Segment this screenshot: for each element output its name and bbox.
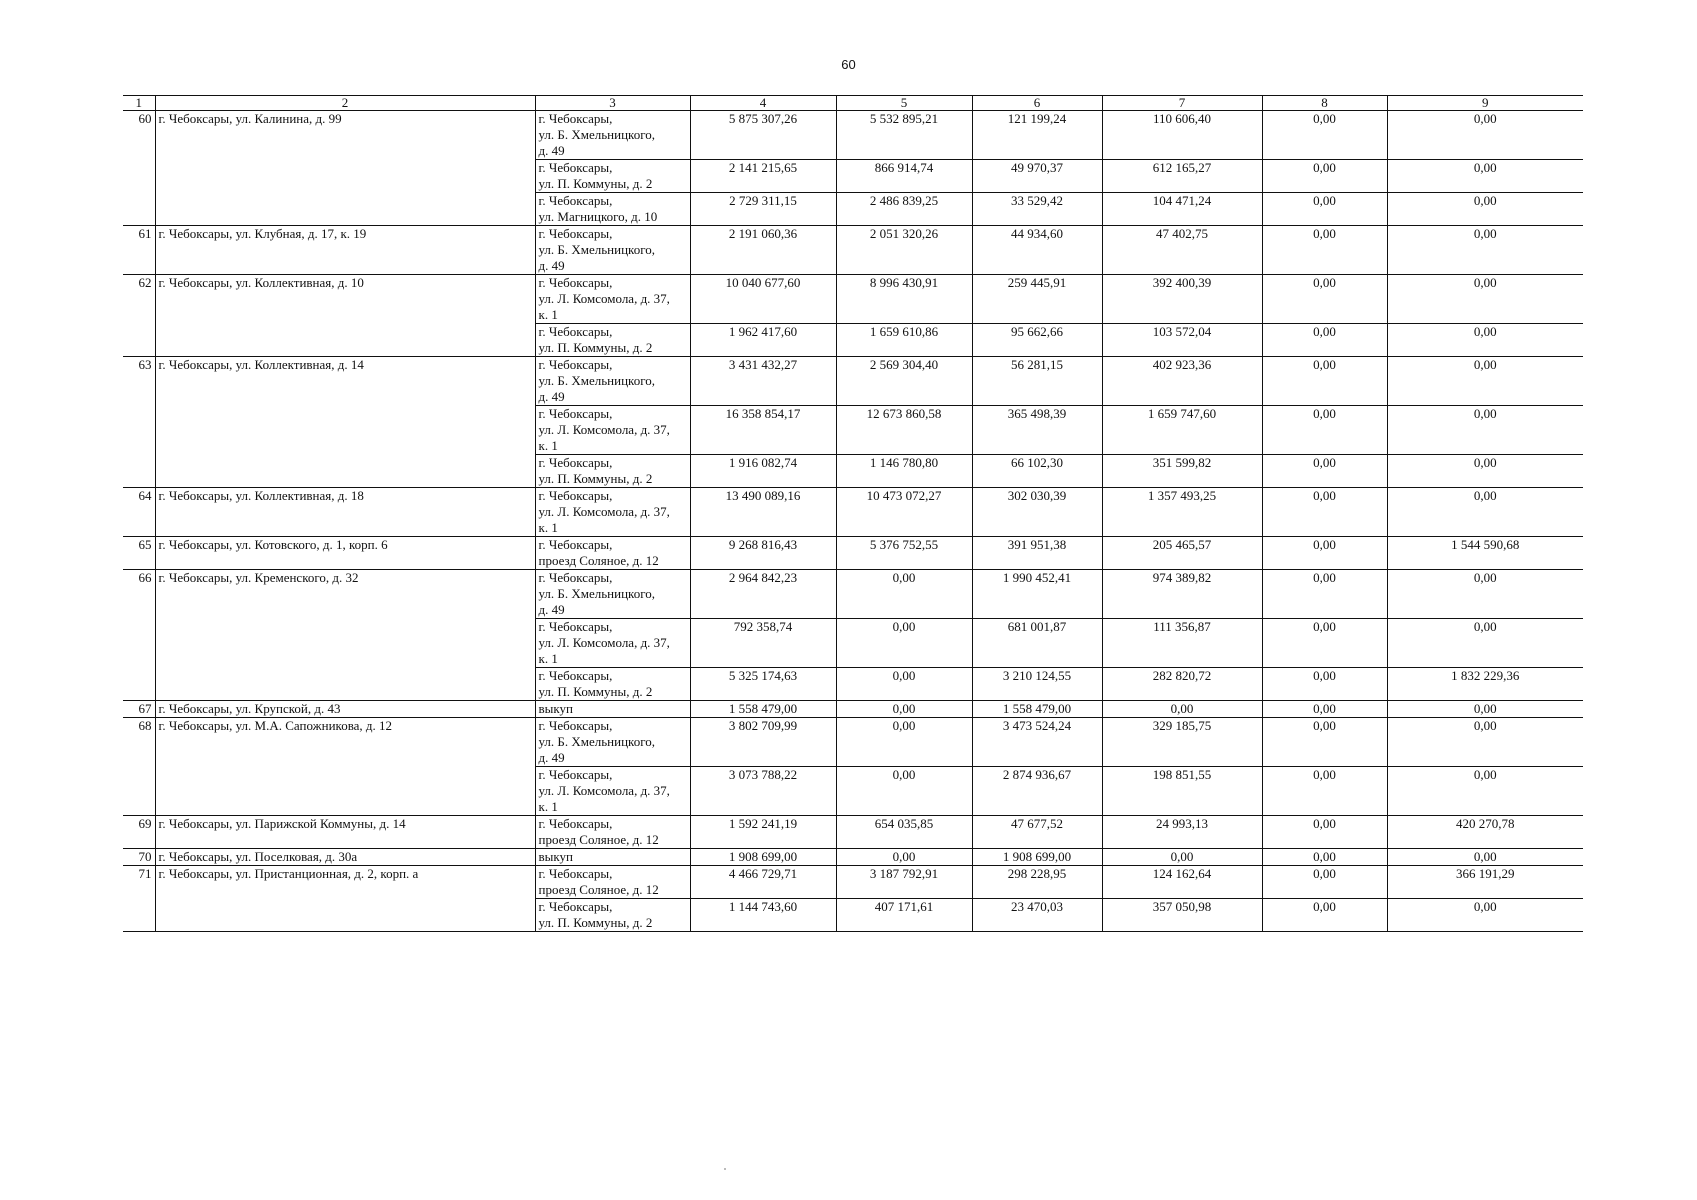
amount-cell: 0,00	[1262, 668, 1387, 701]
amount-cell: 0,00	[1387, 406, 1583, 455]
amount-cell: 0,00	[836, 619, 972, 668]
registry-table	[123, 95, 1583, 932]
source-address: г. Чебоксары, проезд Соляное, д. 12	[535, 816, 690, 849]
amount-cell: 259 445,91	[972, 275, 1102, 324]
amount-cell: 402 923,36	[1102, 357, 1262, 406]
column-number-row	[123, 96, 1583, 111]
amount-cell: 654 035,85	[836, 816, 972, 849]
object-address: г. Чебоксары, ул. М.А. Сапожникова, д. 12	[155, 718, 535, 816]
object-address: г. Чебоксары, ул. Коллективная, д. 10	[155, 275, 535, 357]
amount-cell: 366 191,29	[1387, 866, 1583, 899]
amount-cell: 298 228,95	[972, 866, 1102, 899]
amount-cell: 0,00	[1102, 849, 1262, 866]
source-address: г. Чебоксары, ул. Б. Хмельницкого, д. 49	[535, 111, 690, 160]
amount-cell: 1 659 610,86	[836, 324, 972, 357]
amount-cell: 44 934,60	[972, 226, 1102, 275]
source-address: г. Чебоксары, ул. Магницкого, д. 10	[535, 193, 690, 226]
amount-cell: 23 470,03	[972, 899, 1102, 932]
source-address: г. Чебоксары, проезд Соляное, д. 12	[535, 537, 690, 570]
source-address: г. Чебоксары, ул. Л. Комсомола, д. 37, к. 1	[535, 767, 690, 816]
amount-cell: 0,00	[1262, 406, 1387, 455]
amount-cell: 329 185,75	[1102, 718, 1262, 767]
amount-cell: 0,00	[1387, 488, 1583, 537]
amount-cell: 47 677,52	[972, 816, 1102, 849]
row-number: 69	[123, 816, 155, 849]
row-number: 64	[123, 488, 155, 537]
column-header: 7	[1102, 96, 1262, 111]
amount-cell: 0,00	[1262, 866, 1387, 899]
amount-cell: 866 914,74	[836, 160, 972, 193]
amount-cell: 1 916 082,74	[690, 455, 836, 488]
scan-artifact	[724, 1168, 726, 1170]
amount-cell: 110 606,40	[1102, 111, 1262, 160]
amount-cell: 974 389,82	[1102, 570, 1262, 619]
amount-cell: 0,00	[1262, 701, 1387, 718]
amount-cell: 8 996 430,91	[836, 275, 972, 324]
object-address: г. Чебоксары, ул. Котовского, д. 1, корп. 6	[155, 537, 535, 570]
amount-cell: 3 802 709,99	[690, 718, 836, 767]
amount-cell: 5 532 895,21	[836, 111, 972, 160]
amount-cell: 16 358 854,17	[690, 406, 836, 455]
source-address: г. Чебоксары, ул. Л. Комсомола, д. 37, к. 1	[535, 406, 690, 455]
amount-cell: 0,00	[836, 701, 972, 718]
source-address: г. Чебоксары, ул. Л. Комсомола, д. 37, к. 1	[535, 619, 690, 668]
amount-cell: 0,00	[1262, 455, 1387, 488]
table-row	[123, 111, 1583, 160]
amount-cell: 24 993,13	[1102, 816, 1262, 849]
source-address: г. Чебоксары, ул. П. Коммуны, д. 2	[535, 160, 690, 193]
amount-cell: 0,00	[1262, 488, 1387, 537]
amount-cell: 4 466 729,71	[690, 866, 836, 899]
table-row	[123, 226, 1583, 275]
object-address: г. Чебоксары, ул. Пристанционная, д. 2, корп. а	[155, 866, 535, 932]
source-address: г. Чебоксары, ул. П. Коммуны, д. 2	[535, 668, 690, 701]
amount-cell: 681 001,87	[972, 619, 1102, 668]
amount-cell: 0,00	[1387, 275, 1583, 324]
amount-cell: 3 210 124,55	[972, 668, 1102, 701]
source-address: г. Чебоксары, ул. Б. Хмельницкого, д. 49	[535, 357, 690, 406]
amount-cell: 103 572,04	[1102, 324, 1262, 357]
source-address: г. Чебоксары, ул. П. Коммуны, д. 2	[535, 899, 690, 932]
amount-cell: 3 073 788,22	[690, 767, 836, 816]
object-address: г. Чебоксары, ул. Парижской Коммуны, д. 14	[155, 816, 535, 849]
amount-cell: 0,00	[1387, 193, 1583, 226]
row-number: 62	[123, 275, 155, 357]
amount-cell: 0,00	[1387, 357, 1583, 406]
amount-cell: 9 268 816,43	[690, 537, 836, 570]
amount-cell: 0,00	[1387, 718, 1583, 767]
amount-cell: 66 102,30	[972, 455, 1102, 488]
amount-cell: 407 171,61	[836, 899, 972, 932]
amount-cell: 0,00	[1102, 701, 1262, 718]
amount-cell: 0,00	[1262, 816, 1387, 849]
amount-cell: 1 962 417,60	[690, 324, 836, 357]
object-address: г. Чебоксары, ул. Коллективная, д. 18	[155, 488, 535, 537]
amount-cell: 1 592 241,19	[690, 816, 836, 849]
amount-cell: 392 400,39	[1102, 275, 1262, 324]
source-address: г. Чебоксары, ул. Б. Хмельницкого, д. 49	[535, 718, 690, 767]
amount-cell: 124 162,64	[1102, 866, 1262, 899]
amount-cell: 351 599,82	[1102, 455, 1262, 488]
amount-cell: 0,00	[836, 570, 972, 619]
row-number: 65	[123, 537, 155, 570]
amount-cell: 3 473 524,24	[972, 718, 1102, 767]
table-row	[123, 816, 1583, 849]
amount-cell: 0,00	[1387, 899, 1583, 932]
amount-cell: 0,00	[1387, 849, 1583, 866]
amount-cell: 104 471,24	[1102, 193, 1262, 226]
row-number: 66	[123, 570, 155, 701]
table-row	[123, 537, 1583, 570]
row-number: 70	[123, 849, 155, 866]
page-number: 60	[841, 57, 856, 72]
row-number: 63	[123, 357, 155, 488]
row-number: 68	[123, 718, 155, 816]
amount-cell: 0,00	[1387, 111, 1583, 160]
amount-cell: 3 431 432,27	[690, 357, 836, 406]
amount-cell: 33 529,42	[972, 193, 1102, 226]
source-address: г. Чебоксары, ул. П. Коммуны, д. 2	[535, 455, 690, 488]
amount-cell: 121 199,24	[972, 111, 1102, 160]
amount-cell: 0,00	[1262, 275, 1387, 324]
source-address: выкуп	[535, 849, 690, 866]
amount-cell: 0,00	[1262, 160, 1387, 193]
amount-cell: 95 662,66	[972, 324, 1102, 357]
amount-cell: 1 558 479,00	[972, 701, 1102, 718]
amount-cell: 282 820,72	[1102, 668, 1262, 701]
amount-cell: 111 356,87	[1102, 619, 1262, 668]
table-row	[123, 488, 1583, 537]
amount-cell: 5 875 307,26	[690, 111, 836, 160]
amount-cell: 10 473 072,27	[836, 488, 972, 537]
amount-cell: 13 490 089,16	[690, 488, 836, 537]
amount-cell: 0,00	[1387, 324, 1583, 357]
source-address: г. Чебоксары, ул. П. Коммуны, д. 2	[535, 324, 690, 357]
amount-cell: 391 951,38	[972, 537, 1102, 570]
amount-cell: 47 402,75	[1102, 226, 1262, 275]
amount-cell: 0,00	[836, 849, 972, 866]
row-number: 67	[123, 701, 155, 718]
amount-cell: 1 558 479,00	[690, 701, 836, 718]
amount-cell: 2 191 060,36	[690, 226, 836, 275]
column-header: 4	[690, 96, 836, 111]
amount-cell: 0,00	[836, 767, 972, 816]
object-address: г. Чебоксары, ул. Кременского, д. 32	[155, 570, 535, 701]
amount-cell: 1 146 780,80	[836, 455, 972, 488]
amount-cell: 0,00	[1387, 701, 1583, 718]
row-number: 60	[123, 111, 155, 226]
amount-cell: 12 673 860,58	[836, 406, 972, 455]
amount-cell: 357 050,98	[1102, 899, 1262, 932]
amount-cell: 612 165,27	[1102, 160, 1262, 193]
amount-cell: 0,00	[1387, 570, 1583, 619]
amount-cell: 1 659 747,60	[1102, 406, 1262, 455]
source-address: г. Чебоксары, ул. Б. Хмельницкого, д. 49	[535, 570, 690, 619]
row-number: 61	[123, 226, 155, 275]
object-address: г. Чебоксары, ул. Коллективная, д. 14	[155, 357, 535, 488]
column-header: 2	[155, 96, 535, 111]
amount-cell: 2 569 304,40	[836, 357, 972, 406]
amount-cell: 0,00	[1387, 455, 1583, 488]
amount-cell: 2 729 311,15	[690, 193, 836, 226]
amount-cell: 2 486 839,25	[836, 193, 972, 226]
column-header: 9	[1387, 96, 1583, 111]
table-row	[123, 570, 1583, 619]
amount-cell: 792 358,74	[690, 619, 836, 668]
column-header: 5	[836, 96, 972, 111]
amount-cell: 1 990 452,41	[972, 570, 1102, 619]
source-address: г. Чебоксары, ул. Л. Комсомола, д. 37, к. 1	[535, 488, 690, 537]
amount-cell: 1 832 229,36	[1387, 668, 1583, 701]
table-row	[123, 275, 1583, 324]
source-address: г. Чебоксары, ул. Л. Комсомола, д. 37, к. 1	[535, 275, 690, 324]
amount-cell: 56 281,15	[972, 357, 1102, 406]
amount-cell: 205 465,57	[1102, 537, 1262, 570]
amount-cell: 0,00	[1262, 537, 1387, 570]
amount-cell: 1 144 743,60	[690, 899, 836, 932]
registry-body	[123, 111, 1583, 932]
source-address: г. Чебоксары, ул. Б. Хмельницкого, д. 49	[535, 226, 690, 275]
amount-cell: 3 187 792,91	[836, 866, 972, 899]
row-number: 71	[123, 866, 155, 932]
amount-cell: 365 498,39	[972, 406, 1102, 455]
amount-cell: 302 030,39	[972, 488, 1102, 537]
table-row	[123, 866, 1583, 899]
amount-cell: 1 908 699,00	[690, 849, 836, 866]
amount-cell: 0,00	[836, 668, 972, 701]
table-row	[123, 718, 1583, 767]
amount-cell: 0,00	[1262, 899, 1387, 932]
object-address: г. Чебоксары, ул. Клубная, д. 17, к. 19	[155, 226, 535, 275]
amount-cell: 0,00	[1262, 226, 1387, 275]
column-header: 8	[1262, 96, 1387, 111]
amount-cell: 0,00	[1262, 570, 1387, 619]
amount-cell: 0,00	[1262, 849, 1387, 866]
amount-cell: 0,00	[1262, 718, 1387, 767]
amount-cell: 10 040 677,60	[690, 275, 836, 324]
amount-cell: 2 051 320,26	[836, 226, 972, 275]
amount-cell: 5 376 752,55	[836, 537, 972, 570]
table-row	[123, 701, 1583, 718]
amount-cell: 1 544 590,68	[1387, 537, 1583, 570]
amount-cell: 198 851,55	[1102, 767, 1262, 816]
amount-cell: 0,00	[1387, 226, 1583, 275]
amount-cell: 2 141 215,65	[690, 160, 836, 193]
object-address: г. Чебоксары, ул. Поселковая, д. 30а	[155, 849, 535, 866]
column-header: 6	[972, 96, 1102, 111]
amount-cell: 1 357 493,25	[1102, 488, 1262, 537]
amount-cell: 0,00	[1262, 767, 1387, 816]
source-address: г. Чебоксары, проезд Соляное, д. 12	[535, 866, 690, 899]
amount-cell: 0,00	[1262, 193, 1387, 226]
amount-cell: 0,00	[836, 718, 972, 767]
amount-cell: 420 270,78	[1387, 816, 1583, 849]
object-address: г. Чебоксары, ул. Крупской, д. 43	[155, 701, 535, 718]
amount-cell: 0,00	[1262, 111, 1387, 160]
amount-cell: 0,00	[1387, 619, 1583, 668]
column-header: 3	[535, 96, 690, 111]
amount-cell: 0,00	[1262, 324, 1387, 357]
object-address: г. Чебоксары, ул. Калинина, д. 99	[155, 111, 535, 226]
source-address: выкуп	[535, 701, 690, 718]
amount-cell: 2 964 842,23	[690, 570, 836, 619]
amount-cell: 1 908 699,00	[972, 849, 1102, 866]
table-row	[123, 357, 1583, 406]
column-header: 1	[123, 96, 155, 111]
table-row	[123, 849, 1583, 866]
amount-cell: 49 970,37	[972, 160, 1102, 193]
amount-cell: 0,00	[1262, 357, 1387, 406]
amount-cell: 0,00	[1387, 767, 1583, 816]
amount-cell: 5 325 174,63	[690, 668, 836, 701]
amount-cell: 0,00	[1387, 160, 1583, 193]
amount-cell: 0,00	[1262, 619, 1387, 668]
amount-cell: 2 874 936,67	[972, 767, 1102, 816]
